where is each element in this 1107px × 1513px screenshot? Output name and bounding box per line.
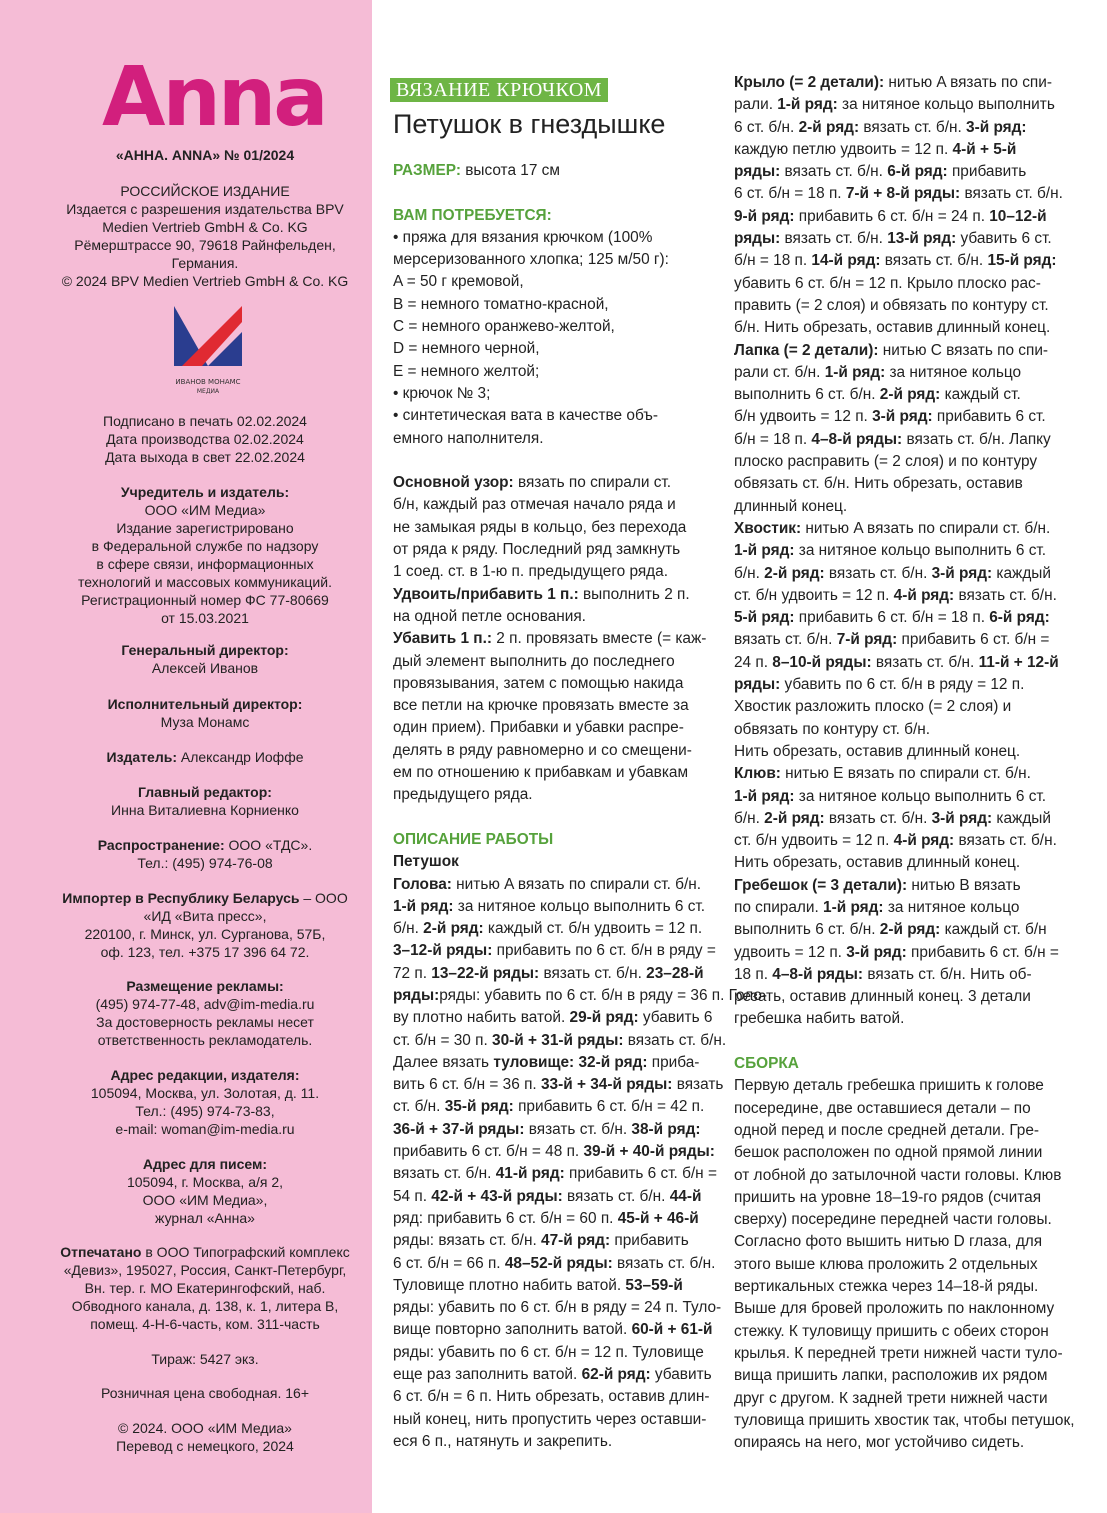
description-heading: ОПИСАНИЕ РАБОТЫ (393, 830, 554, 848)
print-run: Тираж: 5427 экз. (151, 1351, 259, 1367)
anna-logo: Anna (102, 50, 326, 145)
editorial-address: Адрес редакции, издателя: 105094, Москва, ул. Золотая, д. 11. Тел.: (495) 974-73-83, e-mail: woman@im-media.ru (90, 1067, 320, 1137)
paw-instructions: Лапка (= 2 детали): нитью C вязать по спи- рали ст. б/н. 1-й ряд: за нитяное кольцо выполнить 6 ст. б/н. 2-й ряд: каждый ст. б/н удвоить = 12 п. 3-й ряд: прибавить 6 ст. б/н = 18 п. 4–8-й ряды: вязать ст. б/н. Лапку плоско расправить (= 2 слоя) и по контуру обвязать ст. б/н. Нить обрезать, оставив длинный конец. (734, 341, 1051, 515)
publisher-emblem-icon (168, 302, 248, 398)
publisher-name: Издатель: Александр Иоффе (106, 749, 304, 765)
advertising: Размещение рекламы: (495) 974-77-48, adv@im-media.ru За достоверность рекламы несет ответственность рекламодатель. (95, 978, 315, 1048)
executive-director: Исполнительный директор: Муза Монамс (107, 696, 303, 730)
comb-instructions: Гребешок (= 3 детали): нитью B вязать по спирали. 1-й ряд: за нитяное кольцо выполнить 6 ст. б/н. 2-й ряд: каждый ст. б/н удвоить = 12 п. 3-й ряд: прибавить 6 ст. б/н = 18 п. 4–8-й ряды: вязать ст. б/н. Нить об- резать, оставив длинный конец. 3 детали гребешка набить ватой. (734, 876, 1059, 1028)
edition-info: РОССИЙСКОЕ ИЗДАНИЕ Издается с разрешения издательства BPV Medien Vertrieb GmbH & Co. KG Рёмерштрассе 90, 79618 Райнфельден, Германия. © 2024 BPV Medien Vertrieb GmbH & Co. KG (61, 183, 349, 289)
chief-editor: Главный редактор: Инна Виталиевна Корниенко (111, 784, 299, 818)
importer-belarus: Импортер в Республику Беларусь – ООО «ИД «Вита пресс», 220100, г. Минск, ул. Сурганова, 57Б, оф. 123, тел. +375 17 396 64 72. (62, 890, 348, 960)
tail-instructions: Хвостик: нитью A вязать по спирали ст. б/н. 1-й ряд: за нитяное кольцо выполнить 6 ст. б/н. 2-й ряд: вязать ст. б/н. 3-й ряд: каждый ст. б/н удвоить = 12 п. 4-й ряд: вязать ст. б/н. 5-й ряд: прибавить 6 ст. б/н = 18 п. 6-й ряд: вязать ст. б/н. 7-й ряд: прибавить 6 ст. б/н = 24 п. 8–10-й ряды: вязать ст. б/н. 11-й + 12-й ряды: убавить по 6 ст. б/н в ряду = 12 п. Хвостик разложить плоско (= 2 слоя) и обвязать по контуру ст. б/н. Нить обрезать, оставив длинный конец. (734, 519, 1059, 760)
section-rubric: ВЯЗАНИЕ КРЮЧКОМ (390, 78, 608, 102)
issue-number: «АННА. ANNA» № 01/2024 (115, 147, 295, 163)
head-body-instructions: Голова: нитью A вязать по спирали ст. б/н. 1-й ряд: за нитяное кольцо выполнить 6 ст. б/н. 2-й ряд: каждый ст. б/н удвоить = 12 п. 3–12-й ряды: прибавить по 6 ст. б/н в ряду = 72 п. 13–22-й ряды: вязать ст. б/н. 23–28-й ряды:ряды: убавить по 6 ст. б/н в ряду = 36 п. Голо- ву плотно набить ватой. 29-й ряд: убавить 6 ст. б/н = 30 п. 30-й + 31-й ряды: вязать ст. б/н. Далее вязать туловище: 32-й ряд: приба- вить 6 ст. б/н = 36 п. 33-й + 34-й ряды: вязать ст. б/н. 35-й ряд: прибавить 6 ст. б/н = 42 п. 36-й + 37-й ряды: вязать ст. б/н. 38-й ряд: прибавить 6 ст. б/н = 48 п. 39-й + 40-й ряды: вязать ст. б/н. 41-й ряд: прибавить 6 ст. б/н = 54 п. 42-й + 43-й ряды: вязать ст. б/н. 44-й ряд: прибавить 6 ст. б/н = 60 п. 45-й + 46-й ряды: вязать ст. б/н. 47-й ряд: прибавить 6 ст. б/н = 66 п. 48–52-й ряды: вязать ст. б/н. Туловище плотно набить ватой. 53–59-й ряды: убавить по 6 ст. б/н в ряду = 24 п. Туло- вище повторно заполнить ватой. 60-й + 61-й ряды: убавить по 6 ст. б/н = 12 п. Туловище еще раз заполнить ватой. 62-й ряд: убавить 6 ст. б/н = 6 п. Нить обрезать, оставив длин- ный конец, нить пропустить через оставши- еся 6 п., натянуть и закрепить. (393, 875, 768, 1450)
right-column (734, 72, 1094, 1454)
size-line: РАЗМЕР: высота 17 см (393, 162, 560, 179)
svg-text:МЕДИА: МЕДИА (196, 388, 220, 395)
distribution: Распространение: ООО «ТДС». Тел.: (495) 974-76-08 (97, 837, 313, 871)
print-dates: Подписано в печать 02.02.2024 Дата производства 02.02.2024 Дата выхода в свет 22.02.2024 (103, 413, 307, 465)
masthead-sidebar (0, 0, 372, 1513)
materials-heading: ВАМ ПОТРЕБУЕТСЯ: (393, 206, 552, 224)
pattern-notes: Основной узор: вязать по спирали ст. б/н, каждый раз отмечая начало ряда и не замыкая ряды в кольцо, без перехода от ряда к ряду. Последний ряд замкнуть 1 соед. ст. в 1-ю п. предыдущего ряда. Удвоить/прибавить 1 п.: выполнить 2 п. на одной петле основания. Убавить 1 п.: 2 п. провязать вместе (= каж- дый элемент выполнить до последнего провязывания, затем с помощью накида все петли на крючке провязать вместе за один прием). Прибавки и убавки распре- делять в ряду равномерно и со смещени- ем по отношению к прибавкам и убавкам предыдущего ряда. (393, 474, 707, 804)
rooster-subheading: Петушок (393, 853, 459, 871)
materials-list: • пряжа для вязания крючком (100% мерсеризованного хлопка; 125 м/50 г): A = 50 г кремовой, B = немного томатно-красной, C = немного оранжево-желтой, D = немного черной, E = немного желтой; • крючок № 3; • синтетическая вата в качестве объ- емного наполнителя. (393, 228, 669, 447)
assembly-heading: СБОРКА (734, 1055, 799, 1073)
printing-house: Отпечатано в ООО Типографский комплекс «Девиз», 195027, Россия, Санкт-Петербург, Вн. тер. г. МО Екатерингофский, наб. Обводного канала, д. 138, к. 1, литера В, помещ. 4-Н-6-часть, ком. 311-часть (60, 1244, 350, 1332)
assembly-text: Первую деталь гребешка пришить к голове посередине, две оставшиеся детали – по одной перед и после средней детали. Гре- бешок расположен по одной прямой линии от лобной до затылочной части головы. Клюв пришить на уровне 18–19-го рядов (считая сверху) посередине передней части головы. Согласно фото вышить нитью D глаза, для этого выше клюва проложить 2 отдельных вертикальных стежка через 14–18-й ряды. Выше для бровей проложить по наклонному стежку. К туловищу пришить с обеих сторон крылья. К передней трети нижней части туло- вища пришить лапки, расположив их рядом друг с другом. К задней трети нижней части туловища пришить хвостик так, чтобы петушок, опираясь на него, мог устойчиво сидеть. (734, 1077, 1075, 1452)
svg-text:ИВАНОВ МОНАМС: ИВАНОВ МОНАМС (175, 378, 241, 386)
wing-instructions: Крыло (= 2 детали): нитью A вязать по спи- рали. 1-й ряд: за нитяное кольцо выполнить 6 ст. б/н. 2-й ряд: вязать ст. б/н. 3-й ряд: каждую петлю удвоить = 12 п. 4-й + 5-й ряды: вязать ст. б/н. 6-й ряд: прибавить 6 ст. б/н = 18 п. 7-й + 8-й ряды: вязать ст. б/н. 9-й ряд: прибавить 6 ст. б/н = 24 п. 10–12-й ряды: вязать ст. б/н. 13-й ряд: убавить 6 ст. б/н = 18 п. 14-й ряд: вязать ст. б/н. 15-й ряд: убавить 6 ст. б/н = 12 п. Крыло плоско рас- править (= 2 слоя) и обвязать по контуру ст. б/н. Нить обрезать, оставив длинный конец. (734, 74, 1063, 337)
retail-price: Розничная цена свободная. 16+ (100, 1385, 310, 1401)
copyright: © 2024. ООО «ИМ Медиа» Перевод с немецкого, 2024 (116, 1420, 294, 1454)
general-director: Генеральный директор: Алексей Иванов (121, 642, 289, 676)
founder-block: Учредитель и издатель: ООО «ИМ Медиа» Издание зарегистрировано в Федеральной службе по надзору в сфере связи, информационных технологий и массовых коммуникаций. Регистрационный номер ФС 77-80669 от 15.03.2021 (78, 484, 332, 626)
letters-address: Адрес для писем: 105094, г. Москва, а/я 2, ООО «ИМ Медиа», журнал «Анна» (126, 1156, 284, 1226)
beak-instructions: Клюв: нитью E вязать по спирали ст. б/н. 1-й ряд: за нитяное кольцо выполнить 6 ст. б/н. 2-й ряд: вязать ст. б/н. 3-й ряд: каждый ст. б/н удвоить = 12 п. 4-й ряд: вязать ст. б/н. Нить обрезать, оставив длинный конец. (734, 765, 1057, 872)
article-title: Петушок в гнездышке (393, 109, 666, 139)
